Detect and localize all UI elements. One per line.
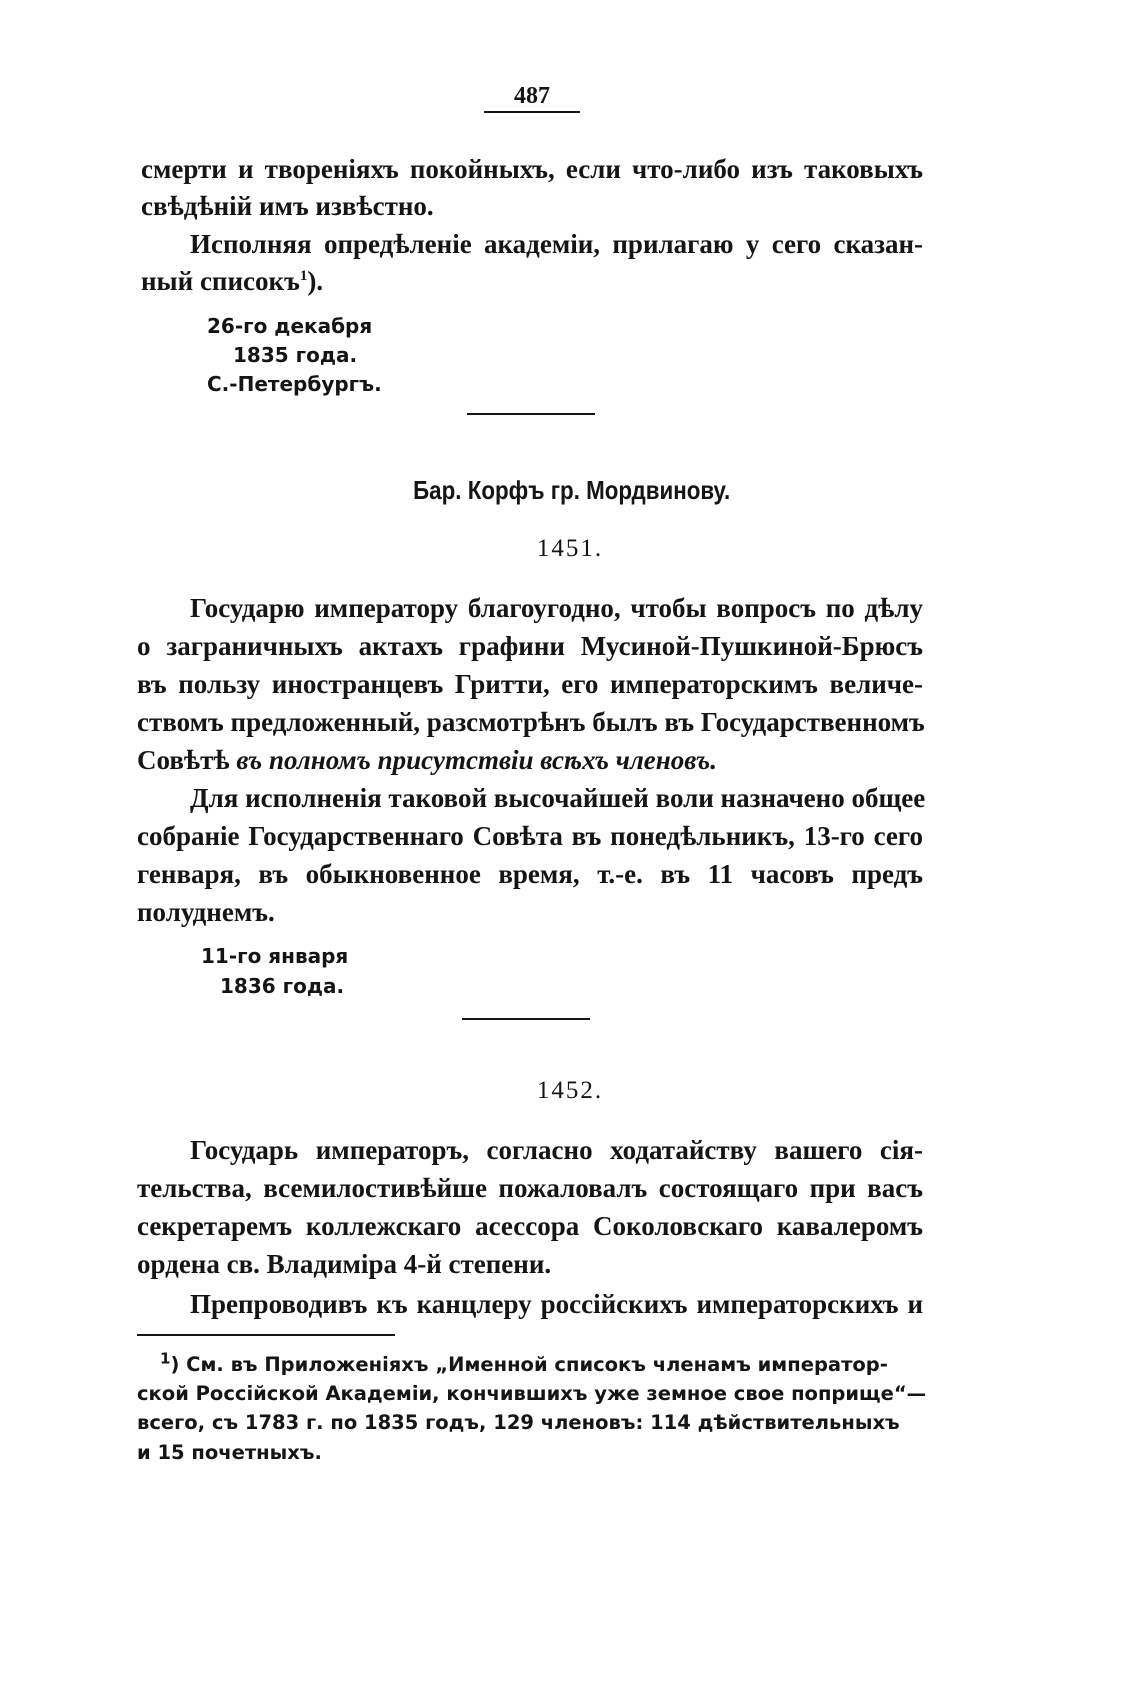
footnote-marker: 1 bbox=[160, 1349, 171, 1368]
footnote-line: всего, съ 1783 г. по 1835 годъ, 129 членовъ: 114 дѣйствительныхъ bbox=[137, 1411, 900, 1434]
section-divider bbox=[462, 1018, 590, 1020]
document-number: 1451. bbox=[536, 535, 604, 562]
body-text-line: свѣдѣній имъ извѣстно. bbox=[141, 191, 434, 221]
body-text: Совѣтѣ bbox=[137, 745, 230, 775]
footnote-reference: 1 bbox=[299, 268, 308, 284]
body-text-line: тельства, всемилостивѣйше пожаловалъ состоящаго при васъ bbox=[137, 1173, 923, 1203]
body-text-line: Исполняя опредѣленіе академіи, прилагаю у сего сказан- bbox=[190, 229, 923, 259]
body-text-line: Для исполненія таковой высочайшей воли назначено общее bbox=[190, 783, 926, 813]
date-line: 26-го декабря bbox=[207, 314, 373, 338]
body-text-line: секретаремъ коллежскаго асессора Соколовскаго кавалеромъ bbox=[137, 1211, 923, 1241]
date-line: 1836 года. bbox=[220, 974, 345, 998]
body-text-line bbox=[141, 268, 323, 295]
body-text-line: Государю императору благоугодно, чтобы вопросъ по дѣлу bbox=[190, 593, 923, 623]
body-text: ). bbox=[307, 266, 324, 296]
section-divider bbox=[467, 413, 595, 415]
body-text-line: Государь императоръ, согласно ходатайству вашего сія- bbox=[190, 1135, 923, 1165]
body-text-line: о заграничныхъ актахъ графини Мусиной-Пушкиной-Брюсъ bbox=[137, 631, 923, 661]
body-text-line: Препроводивъ къ канцлеру россійскихъ императорскихъ и bbox=[190, 1289, 923, 1319]
body-text-line: ствомъ предложенный, разсмотрѣнъ былъ въ Государственномъ bbox=[137, 707, 925, 737]
body-text-line bbox=[137, 747, 717, 774]
footnote-line: ской Россійской Академіи, кончившихъ уже земное свое поприще“— bbox=[137, 1382, 927, 1405]
body-text-line: полуднемъ. bbox=[137, 897, 275, 927]
letter-heading: Бар. Корфъ гр. Мордвинову. bbox=[413, 475, 731, 505]
italic-emphasis: въ полномъ присутствіи всѣхъ членовъ. bbox=[236, 745, 717, 775]
body-text-line: смерти и твореніяхъ покойныхъ, если что-либо изъ таковыхъ bbox=[141, 154, 923, 184]
body-text-line: генваря, въ обыкновенное время, т.-е. въ 11 часовъ предъ bbox=[137, 859, 923, 889]
body-text-line: ордена св. Владиміра 4-й степени. bbox=[137, 1249, 552, 1279]
body-text-line: собраніе Государственнаго Совѣта въ понедѣльникъ, 13-го сего bbox=[137, 821, 923, 851]
place-line: С.-Петербургъ. bbox=[207, 372, 382, 396]
page-number: 487 bbox=[484, 84, 580, 113]
body-text-line: въ пользу иностранцевъ Гритти, его императорскимъ величе- bbox=[137, 669, 923, 699]
footnote-line bbox=[160, 1349, 888, 1376]
footnote-text: ) См. въ Приложеніяхъ „Именной списокъ членамъ император- bbox=[170, 1353, 888, 1376]
footnote-line: и 15 почетныхъ. bbox=[137, 1441, 322, 1464]
footnote-divider bbox=[137, 1334, 395, 1336]
body-text: ный списокъ bbox=[141, 266, 300, 296]
date-line: 11-го января bbox=[201, 944, 349, 968]
date-line: 1835 года. bbox=[233, 343, 358, 367]
document-number: 1452. bbox=[536, 1077, 604, 1104]
